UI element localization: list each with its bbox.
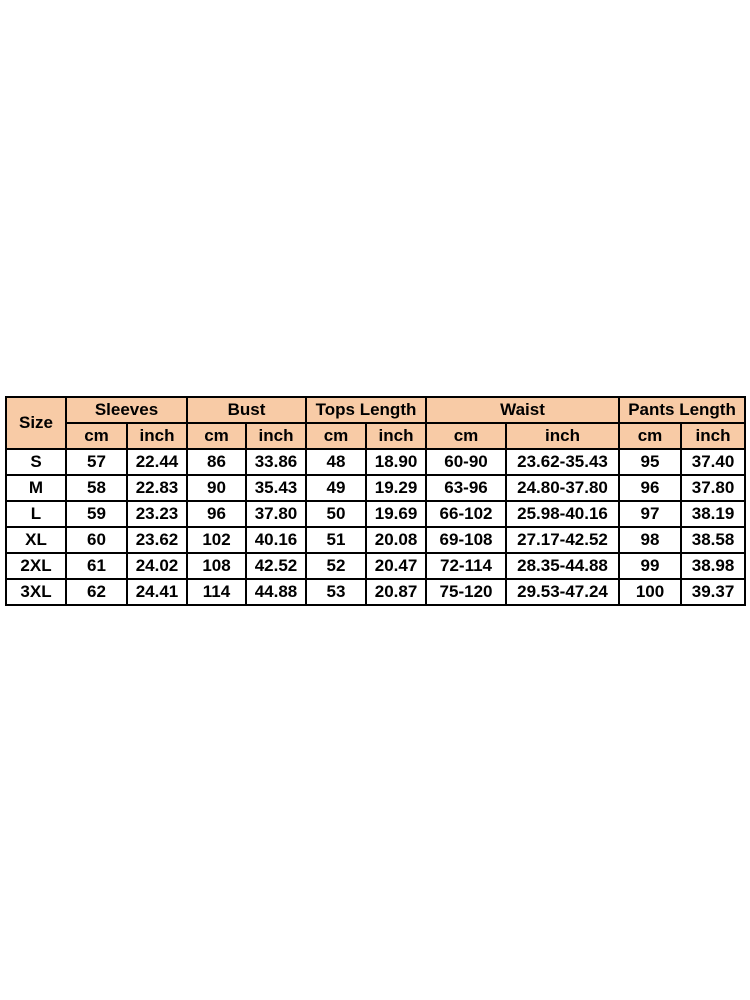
unit-header-row bbox=[6, 423, 745, 449]
table-cell: 24.02 bbox=[127, 553, 187, 579]
table-cell: 114 bbox=[187, 579, 246, 605]
table-cell: 98 bbox=[619, 527, 681, 553]
table-cell: 52 bbox=[306, 553, 366, 579]
unit-header: cm bbox=[187, 423, 246, 449]
table-cell: 69-108 bbox=[426, 527, 506, 553]
table-cell: 96 bbox=[187, 501, 246, 527]
table-cell: 59 bbox=[66, 501, 127, 527]
table-cell: 40.16 bbox=[246, 527, 306, 553]
table-cell: 22.44 bbox=[127, 449, 187, 475]
table-row bbox=[6, 527, 745, 553]
table-row bbox=[6, 475, 745, 501]
table-cell: 28.35-44.88 bbox=[506, 553, 619, 579]
size-label-cell: 2XL bbox=[6, 553, 66, 579]
table-cell: 66-102 bbox=[426, 501, 506, 527]
size-label-cell: XL bbox=[6, 527, 66, 553]
table-cell: 24.41 bbox=[127, 579, 187, 605]
table-cell: 100 bbox=[619, 579, 681, 605]
size-label-cell: 3XL bbox=[6, 579, 66, 605]
group-header-pants-length: Pants Length bbox=[619, 397, 745, 423]
unit-header: inch bbox=[366, 423, 426, 449]
table-cell: 37.40 bbox=[681, 449, 745, 475]
table-cell: 108 bbox=[187, 553, 246, 579]
table-cell: 50 bbox=[306, 501, 366, 527]
table-cell: 19.29 bbox=[366, 475, 426, 501]
table-cell: 38.19 bbox=[681, 501, 745, 527]
table-cell: 51 bbox=[306, 527, 366, 553]
table-cell: 48 bbox=[306, 449, 366, 475]
table-cell: 72-114 bbox=[426, 553, 506, 579]
table-row bbox=[6, 553, 745, 579]
table-cell: 95 bbox=[619, 449, 681, 475]
size-label-cell: M bbox=[6, 475, 66, 501]
table-row bbox=[6, 449, 745, 475]
table-cell: 33.86 bbox=[246, 449, 306, 475]
table-cell: 24.80-37.80 bbox=[506, 475, 619, 501]
group-header-tops-length: Tops Length bbox=[306, 397, 426, 423]
group-header-waist: Waist bbox=[426, 397, 619, 423]
table-cell: 63-96 bbox=[426, 475, 506, 501]
size-chart-table bbox=[5, 396, 746, 606]
table-cell: 60-90 bbox=[426, 449, 506, 475]
table-cell: 23.62-35.43 bbox=[506, 449, 619, 475]
table-cell: 49 bbox=[306, 475, 366, 501]
table-cell: 27.17-42.52 bbox=[506, 527, 619, 553]
table-cell: 42.52 bbox=[246, 553, 306, 579]
table-cell: 20.87 bbox=[366, 579, 426, 605]
unit-header: inch bbox=[127, 423, 187, 449]
table-cell: 60 bbox=[66, 527, 127, 553]
unit-header: inch bbox=[681, 423, 745, 449]
table-row bbox=[6, 501, 745, 527]
table-cell: 29.53-47.24 bbox=[506, 579, 619, 605]
table-cell: 20.08 bbox=[366, 527, 426, 553]
table-cell: 38.98 bbox=[681, 553, 745, 579]
unit-header: cm bbox=[619, 423, 681, 449]
table-cell: 90 bbox=[187, 475, 246, 501]
table-cell: 97 bbox=[619, 501, 681, 527]
table-cell: 61 bbox=[66, 553, 127, 579]
table-cell: 23.23 bbox=[127, 501, 187, 527]
group-header-bust: Bust bbox=[187, 397, 306, 423]
group-header-sleeves: Sleeves bbox=[66, 397, 187, 423]
unit-header: cm bbox=[66, 423, 127, 449]
group-header-row bbox=[6, 397, 745, 423]
table-cell: 102 bbox=[187, 527, 246, 553]
table-cell: 25.98-40.16 bbox=[506, 501, 619, 527]
table-cell: 53 bbox=[306, 579, 366, 605]
table-cell: 75-120 bbox=[426, 579, 506, 605]
table-cell: 39.37 bbox=[681, 579, 745, 605]
table-cell: 35.43 bbox=[246, 475, 306, 501]
unit-header: inch bbox=[246, 423, 306, 449]
table-cell: 18.90 bbox=[366, 449, 426, 475]
table-cell: 37.80 bbox=[246, 501, 306, 527]
table-body bbox=[6, 449, 745, 605]
unit-header: cm bbox=[426, 423, 506, 449]
size-column-header: Size bbox=[6, 397, 66, 449]
table-cell: 38.58 bbox=[681, 527, 745, 553]
table-header bbox=[6, 397, 745, 449]
table-cell: 96 bbox=[619, 475, 681, 501]
table-cell: 57 bbox=[66, 449, 127, 475]
table-cell: 23.62 bbox=[127, 527, 187, 553]
table-cell: 44.88 bbox=[246, 579, 306, 605]
table-cell: 62 bbox=[66, 579, 127, 605]
table-cell: 58 bbox=[66, 475, 127, 501]
size-label-cell: L bbox=[6, 501, 66, 527]
table-cell: 22.83 bbox=[127, 475, 187, 501]
table-cell: 86 bbox=[187, 449, 246, 475]
table-cell: 19.69 bbox=[366, 501, 426, 527]
size-label-cell: S bbox=[6, 449, 66, 475]
table-cell: 20.47 bbox=[366, 553, 426, 579]
unit-header: cm bbox=[306, 423, 366, 449]
table-cell: 37.80 bbox=[681, 475, 745, 501]
table-cell: 99 bbox=[619, 553, 681, 579]
table-row bbox=[6, 579, 745, 605]
unit-header: inch bbox=[506, 423, 619, 449]
